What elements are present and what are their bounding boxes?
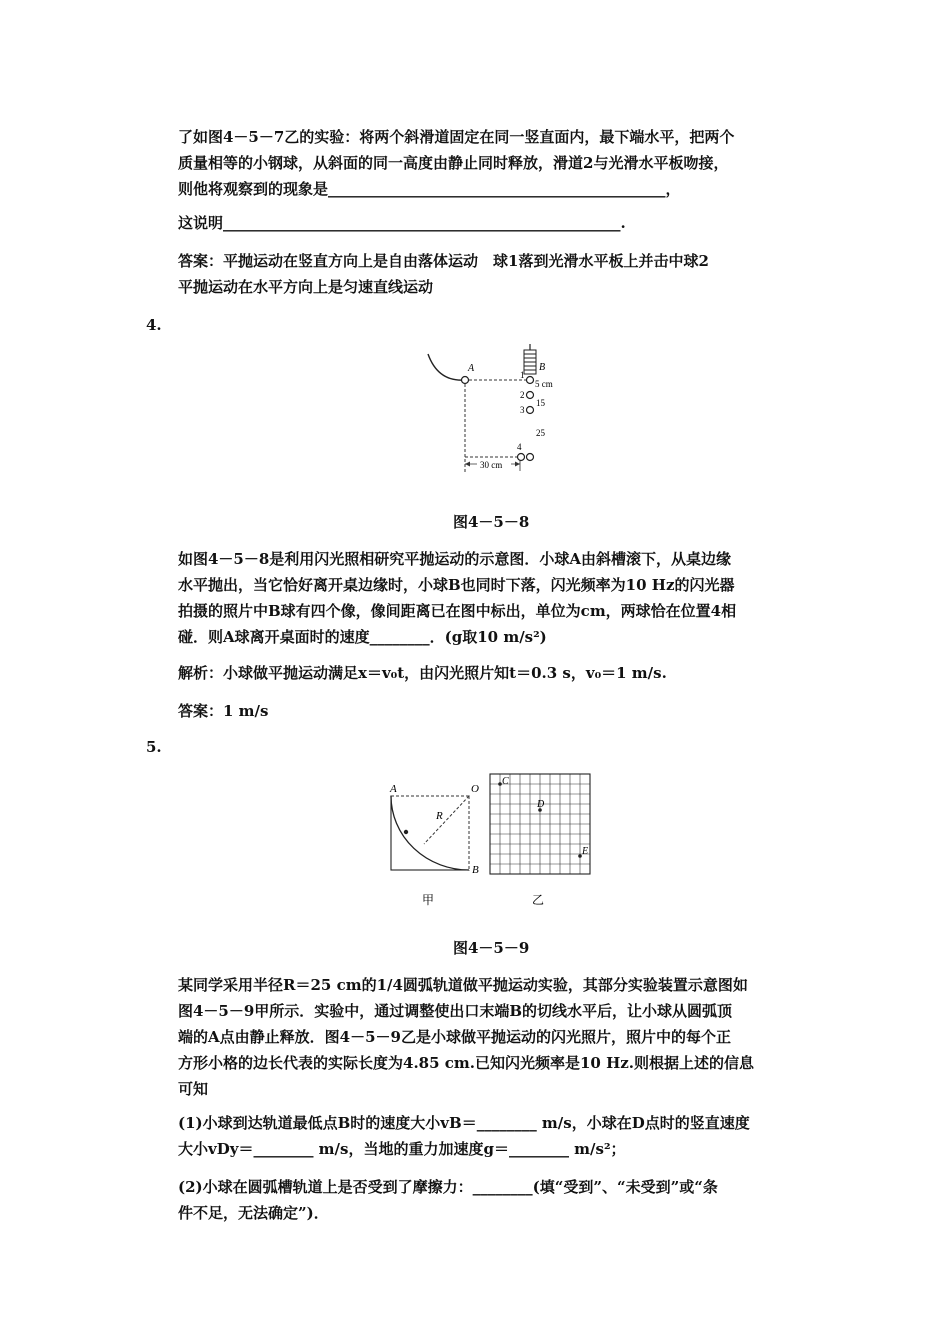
q5-sub1-line-1: (1)小球到达轨道最低点B时的速度大小vB＝________ m/s，小球在D点时的竖直速度 [178, 1114, 750, 1132]
q5-label-a: A [390, 783, 397, 795]
q3-answer-line-1: 答案：平抛运动在竖直方向上是自由落体运动 球1落到光滑水平板上并击中球2 [178, 252, 709, 270]
q5-sub-right: 乙 [532, 893, 545, 907]
q3-line-2: 质量相等的小钢球，从斜面的同一高度由静止同时释放，滑道2与光滑水平板吻接， [178, 154, 729, 172]
q5-sub2-line-2: 件不足，无法确定”)． [178, 1204, 329, 1222]
q4-label-a: A [468, 363, 475, 374]
q3-line-1: 了如图4－5－7乙的实验：将两个斜滑道固定在同一竖直面内，最下端水平，把两个 [178, 128, 735, 146]
q4-line-1: 如图4－5－8是利用闪光照相研究平抛运动的示意图．小球A由斜槽滚下，从桌边缘 [178, 550, 731, 568]
q4-pos-1: 1 [520, 370, 525, 380]
q5-line-5: 可知 [178, 1080, 209, 1098]
q5-label-b: B [472, 864, 479, 876]
q3-line-4: 这说明_____________________________________________________. [178, 214, 626, 232]
q5-number: 5. [146, 738, 162, 756]
q4-width-label: 30 cm [480, 460, 503, 470]
q4-dist-3: 25 [536, 428, 545, 438]
q4-pos-3: 3 [520, 405, 525, 415]
q4-line-2: 水平抛出，当它恰好离开桌边缘时，小球B也同时下落，闪光频率为10 Hz的闪光器 [178, 576, 735, 594]
q4-ball-a-4 [518, 454, 525, 461]
q4-ball-a [462, 377, 469, 384]
q3-line-3: 则他将观察到的现象是_____________________________________________， [178, 180, 681, 198]
q4-ball-b-2 [527, 392, 534, 399]
q5-sub2-line-1: (2)小球在圆弧槽轨道上是否受到了摩擦力：________(填“受到”、“未受到”或“条 [178, 1178, 718, 1196]
q3-answer-line-2: 平抛运动在水平方向上是匀速直线运动 [178, 278, 434, 296]
q5-label-o: O [471, 783, 479, 795]
q5-label-c: C [502, 776, 509, 787]
q4-label-b: B [539, 362, 546, 373]
q4-answer: 答案：1 m/s [178, 702, 269, 720]
q4-line-4: 碰．则A球离开桌面时的速度________．(g取10 m/s²) [178, 628, 547, 646]
q5-ball [404, 830, 408, 834]
q4-ball-b-1 [527, 377, 534, 384]
q5-figure-left [384, 778, 484, 913]
q5-line-2: 图4－5－9甲所示．实验中，通过调整使出口末端B的切线水平后，让小球从圆弧顶 [178, 1002, 732, 1020]
q4-chute-curve [428, 354, 465, 380]
q4-figure [420, 340, 560, 480]
q4-figure-caption: 图4－5－8 [453, 513, 530, 531]
q5-sub1-line-2: 大小vDy＝________ m/s，当地的重力加速度g＝________ m/s²； [178, 1140, 626, 1158]
q5-label-e: E [582, 846, 589, 857]
q5-line-3: 端的A点由静止释放．图4－5－9乙是小球做平抛运动的闪光照片，照片中的每个正 [178, 1028, 731, 1046]
q4-dist-2: 15 [536, 398, 545, 408]
q4-dist-1: 5 cm [535, 379, 553, 389]
q4-line-3: 拍摄的照片中B球有四个像，像间距离已在图中标出，单位为cm，两球恰在位置4相 [178, 602, 737, 620]
q5-line-4: 方形小格的边长代表的实际长度为4.85 cm.已知闪光频率是10 Hz.则根据上述的信息 [178, 1054, 754, 1072]
q4-analysis: 解析：小球做平抛运动满足x＝v₀t，由闪光照片知t＝0.3 s，v₀＝1 m/s. [178, 664, 667, 682]
q5-figure-right [488, 772, 598, 912]
q4-ball-b-4 [527, 454, 534, 461]
q4-pos-4: 4 [517, 442, 522, 452]
q5-label-d: D [537, 799, 545, 810]
q4-pos-2: 2 [520, 390, 525, 400]
q4-number: 4. [146, 316, 162, 334]
q5-line-1: 某同学采用半径R＝25 cm的1/4圆弧轨道做平抛运动实验，其部分实验装置示意图如 [178, 976, 748, 994]
q5-sub-left: 甲 [422, 893, 435, 907]
q5-arc-track [391, 796, 469, 870]
q4-ball-b-3 [527, 407, 534, 414]
q5-label-r: R [436, 810, 443, 822]
q5-figure-caption: 图4－5－9 [453, 939, 530, 957]
